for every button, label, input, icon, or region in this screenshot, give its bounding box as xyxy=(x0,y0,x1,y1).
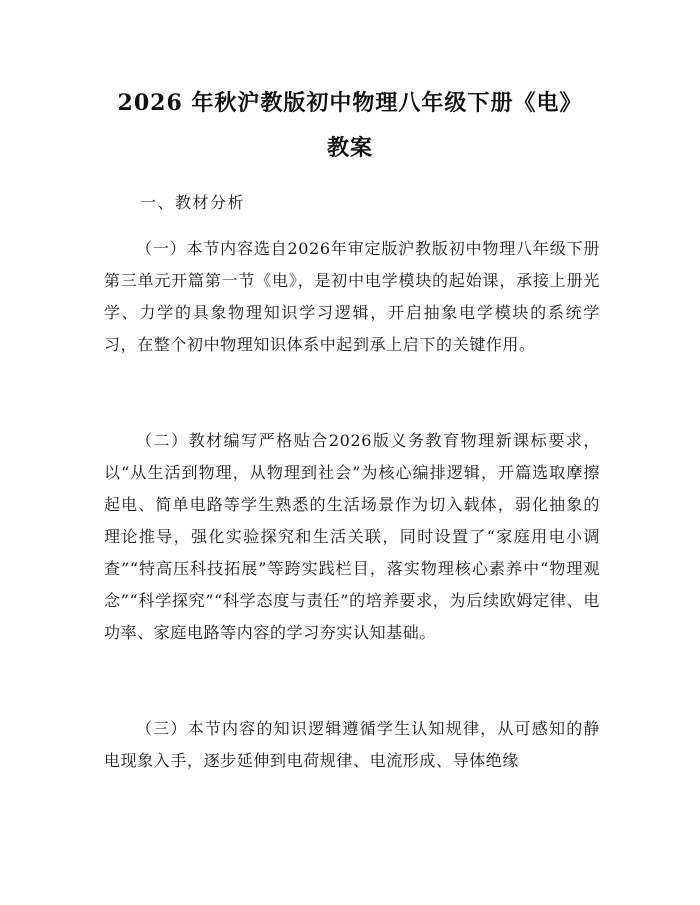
document-title: 2026 年秋沪教版初中物理八年级下册《电》 xyxy=(117,90,583,116)
paragraph-2: （二）教材编写严格贴合2026版义务教育物理新课标要求，以“从生活到物理，从物理到社会”为核心编排逻辑，开篇选取摩擦起电、简单电路等学生熟悉的生活场景作为切入载体，弱化抽象的理论推导，强化实验探究和生活关联，同时设置了“家庭用电小调查”“特高压科技拓展”等跨实践栏目，落实物理核心素养中“物理观念”“科学探究”“科学态度与责任”的培养要求，为后续欧姆定律、电功率、家庭电路等内容的学习夯实认知基础。 xyxy=(104,431,600,642)
paragraph-3: （三）本节内容的知识逻辑遵循学生认知规律，从可感知的静电现象入手，逐步延伸到电荷规律、电流形成、导体绝缘 xyxy=(104,719,600,770)
document-title-continuation: 教案 xyxy=(326,135,373,161)
paragraph-1: （一）本节内容选自2026年审定版沪教版初中物理八年级下册第三单元开篇第一节《电》，是初中电学模块的起始课，承接上册光学、力学的具象物理知识学习逻辑，开启抽象电学模块的系统学习，在整个初中物理知识体系中起到承上启下的关键作用。 xyxy=(104,239,600,354)
section-heading: 一、教材分析 xyxy=(140,193,246,212)
